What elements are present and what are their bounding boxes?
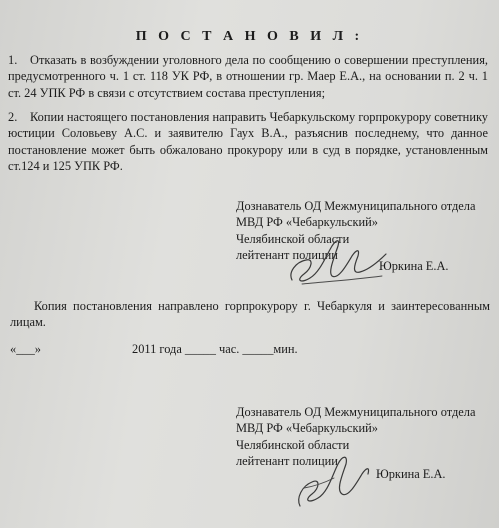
date-rest: 2011 года _____ час. _____мин.: [132, 342, 298, 356]
item-text: Копии настоящего постановления направить Чебаркульскому горпрокурору советнику юстиции Соловьеву А.С. и заявителю Гаух В.А., разъяснив последнему, что данное постановление может быть обжаловано прокурору или в суд в порядке, установленным ст.124 и 125 УПК РФ.: [8, 110, 488, 174]
signer-position-line: Дознаватель ОД Межмуниципального отдела: [236, 199, 476, 213]
date-day: «___»: [10, 342, 41, 356]
item-number: 2.: [8, 110, 18, 124]
signer-position-line: лейтенант полиции: [236, 454, 338, 469]
signer-position-line: Челябинской области: [236, 437, 350, 452]
decision-item-1: [8, 52, 488, 101]
signer-position-line: МВД РФ «Чебаркульский»: [236, 421, 378, 436]
signer-position-line: Дознаватель ОД Межмуниципального отдела: [236, 405, 476, 419]
date-line: [10, 342, 298, 357]
decision-item-2: [8, 109, 488, 175]
signer-position-line: Челябинской области: [236, 231, 350, 246]
signer-position-line: МВД РФ «Чебаркульский»: [236, 215, 378, 230]
decision-heading: П О С Т А Н О В И Л :: [135, 29, 364, 44]
handwritten-signature-bottom: [286, 448, 376, 512]
copy-note: Копия постановления направлено горпрокурору г. Чебаркуля и заинтересованным лицам.: [10, 299, 490, 330]
signer-name: Юркина Е.А.: [379, 259, 449, 273]
handwritten-signature-top: [282, 232, 392, 290]
item-text: Отказать в возбуждении уголовного дела по сообщению о совершении преступления, предусмотренного ч. 1 ст. 118 УК РФ, в отношении гр. Маер Е.А., на основании п. 2 ч. 1 ст. 24 УПК РФ в связи с отсутствием состава преступления;: [8, 53, 488, 100]
signer-position-line: лейтенант полиции: [236, 248, 338, 263]
signer-name: Юркина Е.А.: [376, 467, 446, 481]
item-number: 1.: [8, 53, 18, 67]
